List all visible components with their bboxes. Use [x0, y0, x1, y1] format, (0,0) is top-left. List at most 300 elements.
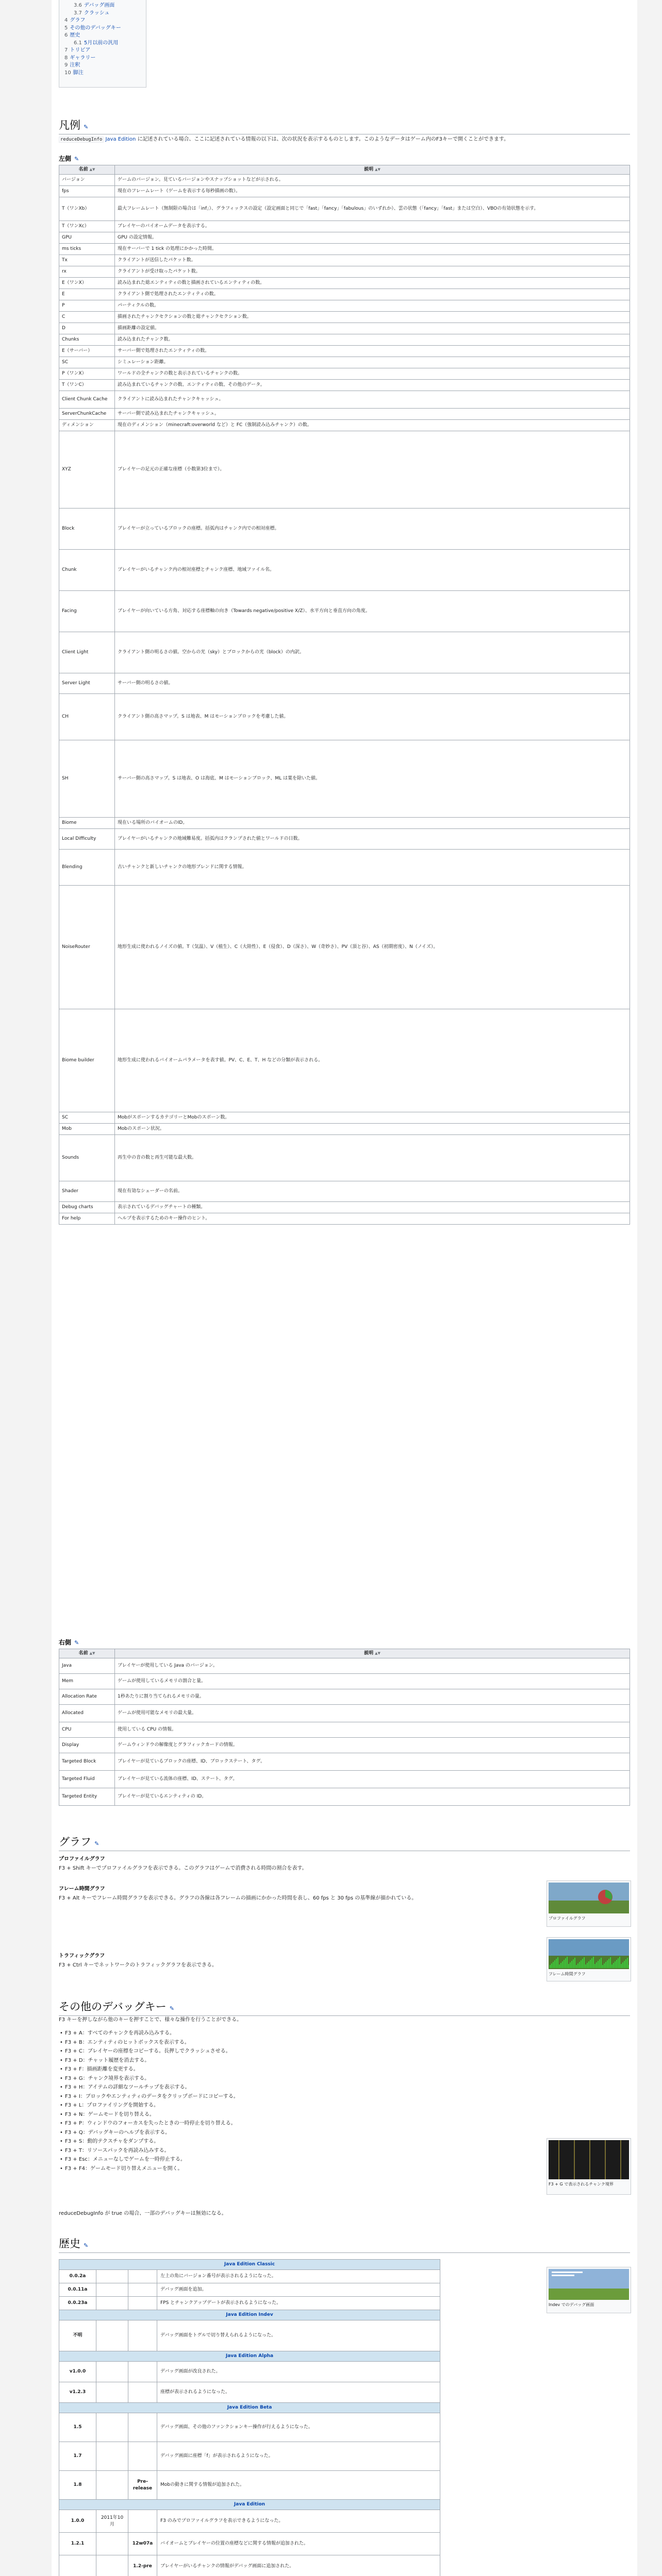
row-description: ワールドの全チャンクの数と表示されているチャンクの数。: [115, 368, 630, 380]
date-cell: [96, 2362, 128, 2382]
row-name: Sounds: [59, 1135, 115, 1181]
row-name: Client Light: [59, 632, 115, 673]
table-row: [59, 1753, 630, 1771]
row-name: ディメンション: [59, 420, 115, 431]
frame-time-bar: [618, 1958, 619, 1968]
table-row: [59, 197, 630, 221]
row-description: 現在のフレームレート（ゲームを表示する毎秒描画の数）。: [115, 186, 630, 197]
table-row: [59, 1202, 630, 1213]
right-section-title: 右側: [59, 1639, 72, 1646]
description-column-header[interactable]: 説明 ▲▼: [115, 1649, 630, 1658]
sort-icon[interactable]: ▲▼: [89, 167, 95, 172]
frame-graph-heading: フレーム時間グラフ: [59, 1886, 105, 1892]
frame-time-bar: [615, 1961, 616, 1968]
row-description: 現在のディメンション（minecraft:overworld など）と FC（強制読み込みチャンク）の数。: [115, 420, 630, 431]
history-title: 歴史: [59, 2238, 80, 2250]
row-description: 読み込まれているチャンクの数、エンティティの数、その他のデータ。: [115, 380, 630, 391]
frame-time-bar: [581, 1960, 582, 1968]
version-cell[interactable]: 0.0.11a: [59, 2283, 96, 2297]
row-description: 使用している CPU の情報。: [115, 1722, 630, 1738]
table-row: [59, 1689, 630, 1705]
version-cell[interactable]: 1.5: [59, 2413, 96, 2442]
subversion-cell[interactable]: [128, 2362, 157, 2382]
debug-key-item: • F3 + N：ゲームモードを切り替える。: [59, 2111, 512, 2119]
row-description: クライアント側の明るさの値。空からの光（sky）とブロックからの光（block）の内訳。: [115, 632, 630, 673]
sort-icon[interactable]: ▲▼: [375, 1651, 380, 1655]
frame-time-bar: [593, 1957, 594, 1968]
frame-time-bar: [574, 1958, 575, 1968]
row-description: 現在有効なシェーダーの名前。: [115, 1181, 630, 1202]
row-description: クライアント側で処理されたエンティティの数。: [115, 289, 630, 300]
version-cell[interactable]: [59, 2555, 96, 2576]
thumbnail-caption: Indev でのデバッグ画面: [549, 2302, 594, 2307]
history-row: [59, 2297, 440, 2310]
table-row: [59, 818, 630, 829]
toc-item[interactable]: 10 脚注: [64, 70, 84, 76]
row-description: 現在サーバーで 1 tick の処理にかかった時間。: [115, 244, 630, 255]
history-row: [59, 2533, 440, 2555]
frame-graph-thumbnail[interactable]: [547, 1937, 631, 1981]
row-description: 地形生成に使われるバイオームパラメータを表す値。PV、C、E、T、H などの分類が表示される。: [115, 1009, 630, 1112]
frame-time-bar: [625, 1959, 626, 1968]
description-column-header[interactable]: 説明 ▲▼: [115, 165, 630, 175]
row-description: 現在いる場所のバイオームのID。: [115, 818, 630, 829]
frame-time-bar: [585, 1964, 586, 1968]
frame-time-bar: [590, 1960, 591, 1968]
frame-time-bar: [594, 1964, 595, 1968]
date-cell: [96, 2320, 128, 2351]
table-row: [59, 1738, 630, 1753]
name-column-header[interactable]: 名前 ▲▼: [59, 1649, 115, 1658]
change-description: 座標が表示されるようになった。: [157, 2382, 440, 2403]
row-name: SH: [59, 740, 115, 818]
frame-time-bar: [613, 1963, 614, 1968]
row-description: ゲームのバージョン。見ているバージョンやスナップショットなどが示される。: [115, 175, 630, 186]
toc-item[interactable]: 8 ギャラリー: [64, 55, 96, 61]
frame-time-bar: [602, 1965, 603, 1968]
row-description: 表示されているデバッグチャートの種類。: [115, 1202, 630, 1213]
row-name: CPU: [59, 1722, 115, 1738]
table-row: [59, 1009, 630, 1112]
frame-time-bar: [611, 1964, 613, 1968]
row-description: 描画されたチャンクセクションの数と総チャンクセクション数。: [115, 312, 630, 323]
row-description: 1秒あたりに割り当てられるメモリの量。: [115, 1689, 630, 1705]
history-row: [59, 2442, 440, 2471]
frame-time-bar: [599, 1959, 600, 1968]
row-description: 古いチャンクと新しいチャンクの地形ブレンドに関する情報。: [115, 850, 630, 886]
debug-key-item: • F3 + L：プロファイリングを開始する。: [59, 2102, 512, 2110]
debug-key-item: • F3 + P：ウィンドウのフォーカスを失ったときの一時停止を切り替える。: [59, 2120, 512, 2128]
table-row: [59, 1213, 630, 1225]
table-row: [59, 323, 630, 334]
table-row: [59, 409, 630, 420]
frame-time-bar: [570, 1962, 571, 1968]
row-description: ブレイヤーが見ている流体の座標、ID、ステート、タグ。: [115, 1771, 630, 1788]
row-name: NoiseRouter: [59, 886, 115, 1009]
toc-item[interactable]: 5 その他のデバッグキー: [64, 25, 121, 31]
profile-graph-heading: プロファイルグラフ: [59, 1856, 105, 1862]
row-name: バージョン: [59, 175, 115, 186]
subversion-cell[interactable]: 1.2-pre: [128, 2555, 157, 2576]
version-cell[interactable]: 不明: [59, 2320, 96, 2351]
debug-keys-outro: reduceDebugInfo が true の場合、一部のデバッグキーは無効になる。: [59, 2211, 227, 2216]
table-row: [59, 420, 630, 431]
frame-time-bar: [559, 1964, 560, 1968]
row-name: Local Difficulty: [59, 829, 115, 850]
toc-item[interactable]: 3.6 デバッグ画面: [74, 3, 115, 8]
table-row: [59, 1658, 630, 1674]
row-name: Chunks: [59, 334, 115, 346]
frame-time-bar: [571, 1961, 572, 1968]
table-row: [59, 244, 630, 255]
frame-time-bar: [616, 1960, 617, 1968]
table-row: [59, 334, 630, 346]
row-name: C: [59, 312, 115, 323]
frame-time-bar: [622, 1962, 623, 1968]
sort-icon[interactable]: ▲▼: [89, 1651, 95, 1655]
frame-graph-image: [549, 1939, 629, 1969]
subversion-cell[interactable]: Pre-release: [128, 2471, 157, 2500]
subversion-cell[interactable]: [128, 2442, 157, 2471]
change-description: デバッグ画面が改良された。: [157, 2362, 440, 2382]
chunk-border-thumbnail[interactable]: [547, 2138, 631, 2195]
frame-time-bar: [627, 1958, 628, 1968]
history-row: [59, 2555, 440, 2576]
indev-thumbnail[interactable]: [547, 2267, 631, 2313]
row-name: XYZ: [59, 431, 115, 509]
subversion-cell[interactable]: [128, 2270, 157, 2283]
table-row: [59, 380, 630, 391]
debug-key-item: • F3 + F：描画距離を変更する。: [59, 2066, 512, 2074]
traffic-graph-text: F3 + Ctrl キーでネットワークのトラフィックグラフを表示できる。: [59, 1962, 218, 1968]
change-description: 左上の角にバージョン番号が表示されるようになった。: [157, 2270, 440, 2283]
row-description: 読み込まれた総エンティティの数と描画されているエンティティの数。: [115, 278, 630, 289]
date-cell: [96, 2471, 128, 2500]
version-cell[interactable]: 0.0.23a: [59, 2297, 96, 2310]
history-band-indev[interactable]: Java Edition Indev: [59, 2310, 440, 2320]
table-of-contents: [59, 0, 146, 88]
row-name: Mem: [59, 1674, 115, 1689]
table-row: [59, 312, 630, 323]
table-row: [59, 694, 630, 740]
table-row: [59, 509, 630, 550]
row-description: ブレイヤーが向いている方角、対応する座標軸の向き（Towards negative/positive X/Z）、水平方向と垂直方向の角度。: [115, 591, 630, 632]
table-row: [59, 300, 630, 312]
table-row: [59, 1112, 630, 1124]
row-description: 描画距離の設定値。: [115, 323, 630, 334]
history-row: [59, 2413, 440, 2442]
change-description: デバッグ画面に座標「f」が表示されるようになった。: [157, 2442, 440, 2471]
change-description: Mobの動きに関する情報が追加された。: [157, 2471, 440, 2500]
frame-time-bar: [591, 1958, 592, 1968]
change-description: FPS とチャンクアップデートが表示されるようになった。: [157, 2297, 440, 2310]
debug-key-item: • F3 + Q：デバッグキーのヘルプを表示する。: [59, 2129, 512, 2137]
change-description: デバッグ画面、その他のファンクションキー操作が行えるようになった。: [157, 2413, 440, 2442]
table-row: [59, 886, 630, 1009]
frame-time-bar: [551, 1963, 552, 1968]
row-description: シミュレーション距離。: [115, 357, 630, 368]
row-name: SC: [59, 357, 115, 368]
debug-key-item: • F3 + H：アイテムの詳細なツールチップを表示する。: [59, 2084, 512, 2092]
table-row: [59, 591, 630, 632]
change-description: F3 のみでプロファイルグラフを表示できるようになった。: [157, 2510, 440, 2533]
profile-graph-thumbnail[interactable]: [547, 1880, 631, 1927]
subversion-cell[interactable]: [128, 2320, 157, 2351]
debug-key-item: • F3 + C：ブレイヤーの座標をコピーする。長押しでクラッシュさせる。: [59, 2048, 512, 2056]
row-description: クライアント側の高さマップ。S は地表、M はモーションブロックを考慮した値。: [115, 694, 630, 740]
row-name: ServerChunkCache: [59, 409, 115, 420]
toc-item[interactable]: 9 注釈: [64, 62, 80, 68]
left-info-table: [59, 165, 630, 1225]
table-row: [59, 368, 630, 380]
row-description: サーバー側の高さマップ。S は地表、O は海底、M はモーションブロック、ML は葉を除いた値。: [115, 740, 630, 818]
row-name: P: [59, 300, 115, 312]
row-name: Shader: [59, 1181, 115, 1202]
row-name: Server Light: [59, 673, 115, 694]
table-row: [59, 1788, 630, 1806]
row-description: ブレイヤーが見ているエンティティの ID。: [115, 1788, 630, 1806]
row-description: サーバー側で読み込まれたチャンクキャッシュ。: [115, 409, 630, 420]
frame-time-bar: [608, 1959, 609, 1968]
row-name: Allocated: [59, 1705, 115, 1722]
history-row: [59, 2382, 440, 2403]
date-cell: [96, 2297, 128, 2310]
debug-key-item: • F3 + B：エンティティのヒットボックスを表示する。: [59, 2039, 512, 2047]
row-name: E: [59, 289, 115, 300]
frame-time-bar: [556, 1959, 557, 1968]
row-name: Targeted Entity: [59, 1788, 115, 1806]
toc-item[interactable]: 7 トリビア: [64, 47, 91, 53]
debug-keys-heading: [59, 1999, 630, 2016]
row-name: Biome: [59, 818, 115, 829]
frame-time-bar: [577, 1963, 578, 1968]
row-name: CH: [59, 694, 115, 740]
history-heading: [59, 2236, 630, 2253]
row-description: MobがスポーンするカテゴリーとMobのスポーン数。: [115, 1112, 630, 1124]
pencil-icon[interactable]: ✎: [169, 2005, 174, 2012]
row-name: D: [59, 323, 115, 334]
version-cell[interactable]: 0.0.2a: [59, 2270, 96, 2283]
table-row: [59, 1135, 630, 1181]
row-description: クライアントが受け取ったパケット数。: [115, 266, 630, 278]
debug-keys-title: その他のデバッグキー: [59, 2001, 167, 2013]
thumbnail-caption: フレーム時間グラフ: [549, 1971, 586, 1976]
frame-time-bar: [604, 1963, 605, 1968]
version-cell[interactable]: v1.2.3: [59, 2382, 96, 2403]
frame-time-bar: [584, 1957, 585, 1968]
legend-link[interactable]: Java Edition: [105, 137, 136, 142]
row-description: 読み込まれたチャンク数。: [115, 334, 630, 346]
subversion-cell[interactable]: [128, 2297, 157, 2310]
frame-time-bar: [568, 1964, 569, 1968]
frame-time-bar: [601, 1958, 602, 1968]
row-name: E（ワンX）: [59, 278, 115, 289]
frame-time-bar: [588, 1961, 589, 1968]
graph-heading: [59, 1834, 630, 1851]
row-name: Targeted Fluid: [59, 1771, 115, 1788]
subversion-cell[interactable]: 12w07a: [128, 2533, 157, 2555]
row-description: 再生中の音の数と再生可能な最大数。: [115, 1135, 630, 1181]
version-cell[interactable]: 1.2.1: [59, 2533, 96, 2555]
version-cell[interactable]: v1.0.0: [59, 2362, 96, 2382]
toc-item[interactable]: 3.7 クラッシュ: [74, 10, 110, 16]
row-name: Tx: [59, 255, 115, 266]
history-band-java[interactable]: Java Edition: [59, 2500, 440, 2510]
row-description: ブレイヤーが立っているブロックの座標。括弧内はチャンク内での相対座標。: [115, 509, 630, 550]
debug-key-item: • F3 + T：リソースパックを再読み込みする。: [59, 2147, 512, 2155]
pencil-icon[interactable]: ✎: [94, 1840, 100, 1847]
table-row: [59, 232, 630, 244]
frame-time-bar: [565, 1958, 566, 1968]
table-row: [59, 175, 630, 186]
left-sidebar: [0, 0, 52, 2576]
row-description: 地形生成に使われるノイズの値。T（気温）、V（植生）、C（大陸性）、E（侵食）、D（深さ）、W（奇妙さ）、PV（頂と谷）、AS（初期密度）、N（ノイズ）。: [115, 886, 630, 1009]
frame-time-bar: [560, 1963, 561, 1968]
row-name: For help: [59, 1213, 115, 1225]
change-description: デバッグ画面を追加。: [157, 2283, 440, 2297]
debug-key-item: • F3 + S：動的テクスチャをダンプする。: [59, 2138, 512, 2146]
history-row: [59, 2510, 440, 2533]
table-row: [59, 829, 630, 850]
frame-time-bar: [610, 1957, 611, 1968]
debug-keys-list: [59, 2030, 512, 2174]
pencil-icon[interactable]: ✎: [74, 1639, 79, 1646]
frame-time-bar: [582, 1959, 583, 1968]
row-name: Debug charts: [59, 1202, 115, 1213]
row-name: Allocation Rate: [59, 1689, 115, 1705]
legend-text: [59, 136, 630, 144]
version-cell[interactable]: 1.7: [59, 2442, 96, 2471]
row-description: GPU の設定情報。: [115, 232, 630, 244]
table-row: [59, 346, 630, 357]
row-name: T（ワンXc）: [59, 221, 115, 232]
subversion-cell[interactable]: [128, 2382, 157, 2403]
subversion-cell[interactable]: [128, 2283, 157, 2297]
row-name: ms ticks: [59, 244, 115, 255]
row-name: P（ワンX）: [59, 368, 115, 380]
history-band-classic[interactable]: Java Edition Classic: [59, 2260, 440, 2270]
frame-time-bar: [619, 1957, 620, 1968]
change-description: バイオームとブレイヤーの位置の座標などに関する情報が追加された。: [157, 2533, 440, 2555]
legend-code: reduceDebugInfo: [59, 137, 104, 143]
toc-item[interactable]: 6.1 5月以前の汎用: [74, 40, 119, 46]
date-cell: [96, 2382, 128, 2403]
table-row: [59, 391, 630, 409]
date-cell: [96, 2270, 128, 2283]
row-description: クライアントが送信したパケット数。: [115, 255, 630, 266]
frame-time-bar: [564, 1960, 565, 1968]
date-cell: [96, 2442, 128, 2471]
row-name: E（サーバー）: [59, 346, 115, 357]
date-cell: [96, 2533, 128, 2555]
frame-graph-text: F3 + Alt キーでフレーム時間グラフを表示できる。グラフの各線は各フレームの描画にかかった時間を表し、60 fps と 30 fps の基準線が描かれている。: [59, 1895, 417, 1901]
table-row: [59, 289, 630, 300]
table-row: [59, 221, 630, 232]
debug-key-item: • F3 + F4：ゲームモード切り替えメニューを開く。: [59, 2165, 512, 2173]
row-description: ゲームが使用可能なメモリの最大量。: [115, 1705, 630, 1722]
history-band-alpha[interactable]: Java Edition Alpha: [59, 2351, 440, 2362]
debug-key-item: • F3 + I：ブロックやエンティティのデータをクリップボードにコピーする。: [59, 2093, 512, 2101]
frame-time-bar: [587, 1963, 588, 1968]
row-name: Block: [59, 509, 115, 550]
pencil-icon[interactable]: ✎: [74, 156, 79, 162]
chunk-border-image: [549, 2140, 629, 2179]
table-row: [59, 1705, 630, 1722]
row-name: rx: [59, 266, 115, 278]
thumbnail-caption: プロファイルグラフ: [549, 1916, 586, 1921]
graph-title: グラフ: [59, 1836, 91, 1848]
pencil-icon[interactable]: ✎: [84, 2242, 89, 2249]
row-description: ブレイヤーのバイオームデータを表示する。: [115, 221, 630, 232]
frame-time-bar: [605, 1962, 606, 1968]
frame-time-bar: [621, 1964, 622, 1968]
table-row: [59, 186, 630, 197]
history-row: [59, 2270, 440, 2283]
table-row: [59, 673, 630, 694]
debug-key-item: • F3 + G：チャンク境界を表示する。: [59, 2075, 512, 2083]
date-cell: [96, 2283, 128, 2297]
table-row: [59, 357, 630, 368]
frame-time-bar: [567, 1957, 568, 1968]
right-section-heading: [59, 1638, 79, 1647]
table-row: [59, 1771, 630, 1788]
thumbnail-caption: F3 + G で表示されるチャンク境界: [549, 2181, 614, 2187]
debug-keys-intro: F3 キーを押しながら他のキーを押すことで、様々な操作を行うことができる。: [59, 2017, 242, 2023]
toc-item[interactable]: 4 グラフ: [64, 18, 86, 23]
row-description: ブレイヤーがいるチャンク内の相対座標とチャンク座標、地域ファイル名。: [115, 550, 630, 591]
version-cell[interactable]: 1.0.0: [59, 2510, 96, 2533]
legend-heading: [59, 117, 630, 134]
date-cell: 2011年10月: [96, 2510, 128, 2533]
frame-time-bar: [607, 1960, 608, 1968]
frame-time-bar: [554, 1960, 555, 1968]
row-name: Targeted Block: [59, 1753, 115, 1771]
left-section-heading: [59, 155, 79, 163]
subversion-cell[interactable]: [128, 2510, 157, 2533]
history-row: [59, 2362, 440, 2382]
traffic-graph-heading: トラフィックグラフ: [59, 1953, 105, 1959]
subversion-cell[interactable]: [128, 2413, 157, 2442]
frame-time-bar: [624, 1961, 625, 1968]
date-cell: [96, 2555, 128, 2576]
frame-time-bar: [573, 1959, 574, 1968]
table-row: [59, 1674, 630, 1689]
version-cell[interactable]: 1.8: [59, 2471, 96, 2500]
row-name: Mob: [59, 1124, 115, 1135]
frame-time-bar: [550, 1965, 551, 1968]
table-row: [59, 266, 630, 278]
row-description: クライアントに読み込まれたチャンクキャッシュ。: [115, 391, 630, 409]
row-name: Java: [59, 1658, 115, 1674]
frame-time-bar: [553, 1962, 554, 1968]
change-description: ブレイヤーがいるチャンクの情報がデバッグ画面に追加された。: [157, 2555, 440, 2576]
legend-body: に記述されている場合、ここに記述されている情報の以下は、次の状況を表示するものとします。このようなデータはゲーム内のF3キーで開くことができます。: [137, 137, 509, 142]
row-description: ゲームウィンドウの解像度とグラフィックカードの情報。: [115, 1738, 630, 1753]
sort-icon[interactable]: ▲▼: [375, 167, 380, 172]
frame-time-bar: [562, 1961, 563, 1968]
frame-time-bar: [596, 1962, 597, 1968]
toc-item[interactable]: 6 歴史: [64, 32, 80, 38]
row-name: fps: [59, 186, 115, 197]
row-name: GPU: [59, 232, 115, 244]
table-row: [59, 850, 630, 886]
history-row: [59, 2471, 440, 2500]
name-column-header[interactable]: 名前 ▲▼: [59, 165, 115, 175]
pencil-icon[interactable]: ✎: [84, 124, 89, 130]
row-description: サーバー側の明るさの値。: [115, 673, 630, 694]
row-description: ブレイヤーが見ているブロックの座標、ID、ブロックステート、タグ。: [115, 1753, 630, 1771]
history-band-beta[interactable]: Java Edition Beta: [59, 2403, 440, 2413]
